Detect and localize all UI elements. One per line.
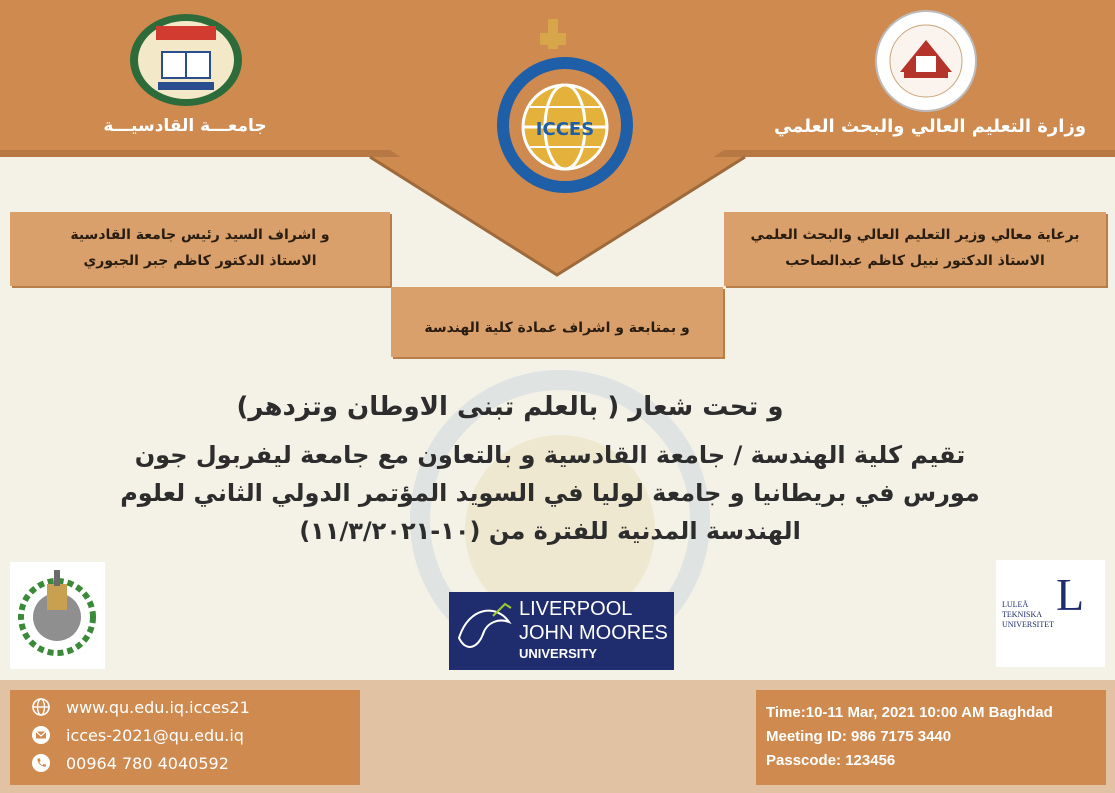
ljmu-line-1: LIVERPOOL — [519, 598, 633, 620]
ltu-logo — [996, 560, 1105, 667]
email-link[interactable]: icces-2021@qu.edu.iq — [66, 725, 244, 745]
president-name: الاستاذ الدكتور كاظم جبر الجبوري — [83, 253, 317, 269]
ljmu-logo — [449, 592, 674, 670]
meeting-passcode: Passcode: 123456 — [766, 752, 896, 769]
meeting-info-box — [756, 690, 1106, 785]
ljmu-line-2: JOHN MOORES — [519, 622, 668, 644]
phone-number[interactable]: 00964 780 4040592 — [66, 753, 229, 773]
meeting-id: Meeting ID: 986 7175 3440 — [766, 728, 952, 745]
engineering-college-logo — [10, 562, 105, 669]
qadisiyah-university-logo — [128, 12, 244, 108]
ministry-name: وزارة التعليم العالي والبحث العلمي — [773, 116, 1087, 137]
ljmu-liverbird-icon — [453, 598, 515, 664]
ltu-l-mark: L — [1056, 569, 1085, 620]
ltu-line-2: TEKNISKA — [1002, 610, 1042, 619]
deanship-box — [391, 287, 723, 357]
contact-box — [10, 690, 360, 785]
conference-logo — [490, 15, 640, 215]
globe-icon — [32, 698, 50, 716]
ljmu-line-3: UNIVERSITY — [519, 646, 598, 661]
minister-patronage-line: برعاية معالي وزير التعليم العالي والبحث العلمي — [750, 227, 1080, 243]
president-supervision-line: و اشراف السيد رئيس جامعة القادسية — [70, 227, 330, 243]
website-row[interactable] — [32, 696, 250, 718]
phone-icon — [32, 754, 50, 772]
announcement-line-3: الهندسة المدنية للفترة من (١٠-١١/٣/٢٠٢١) — [299, 517, 801, 545]
email-row[interactable] — [32, 724, 244, 746]
announcement-line-1: تقيم كلية الهندسة / جامعة القادسية و بالتعاون مع جامعة ليفربول جون — [134, 441, 966, 469]
conference-slogan: و تحت شعار ( بالعلم تبنى الاوطان وتزدهر) — [236, 392, 784, 422]
ltu-line-1: LULEÅ — [1002, 600, 1029, 609]
website-link[interactable]: www.qu.edu.iq.icces21 — [66, 697, 250, 717]
announcement-line-2: مورس في بريطانيا و جامعة لوليا في السويد المؤتمر الدولي الثاني لعلوم — [120, 479, 980, 507]
deanship-line: و بمتابعة و اشراف عمادة كلية الهندسة — [424, 320, 690, 336]
university-name: جامعـــة القادسيـــة — [103, 116, 267, 136]
announcement-text — [30, 436, 1070, 550]
patronage-minister-box — [724, 212, 1106, 286]
ministry-seal — [870, 10, 982, 112]
ltu-line-3: UNIVERSITET — [1002, 620, 1054, 629]
conference-logo-text: ICCES — [535, 119, 595, 140]
minister-name: الاستاذ الدكتور نبيل كاظم عبدالصاحب — [785, 253, 1045, 269]
patronage-president-box — [10, 212, 390, 286]
email-icon — [32, 726, 50, 744]
phone-row[interactable] — [32, 752, 229, 774]
meeting-time: Time:10-11 Mar, 2021 10:00 AM Baghdad — [766, 704, 1053, 721]
